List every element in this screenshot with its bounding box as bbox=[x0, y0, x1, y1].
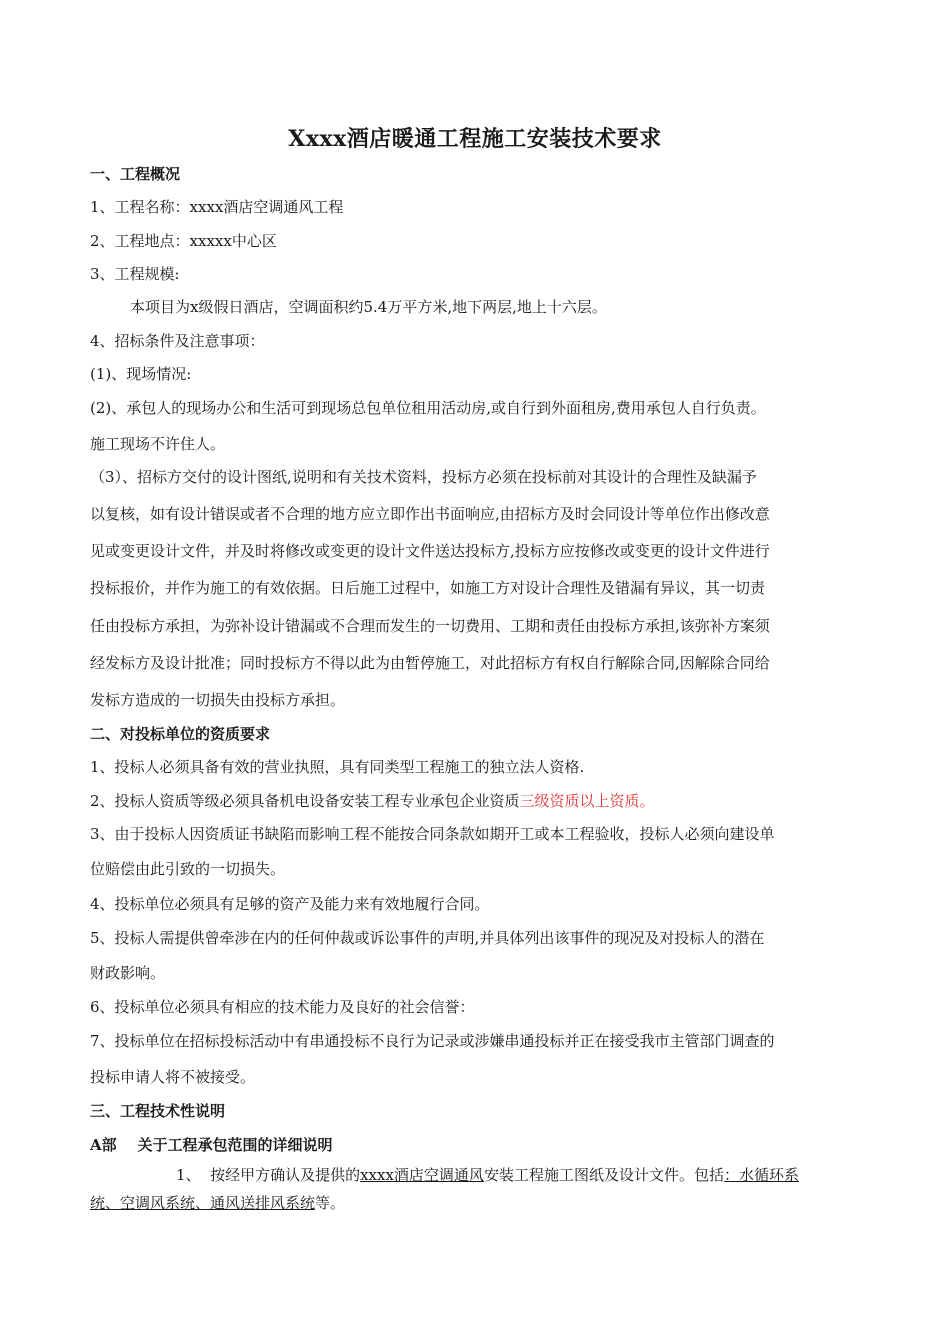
qualification-level-highlight: 三级资质以上资质。 bbox=[519, 792, 655, 810]
part-a-systems-start: ：水循环系 bbox=[723, 1166, 799, 1184]
qualification-item5-line2: 财政影响。 bbox=[90, 964, 166, 982]
part-a-item1-line1 bbox=[176, 1165, 866, 1185]
site-conditions: (1)、现场情况: bbox=[90, 365, 192, 383]
section1-heading: 一、工程概况 bbox=[90, 165, 181, 183]
design-docs-line1: （3）、招标方交付的设计图纸,说明和有关技术资料，投标方必须在投标前对其设计的合理性及缺漏予 bbox=[90, 468, 757, 486]
qualification-item1: 1、投标人必须具备有效的营业执照，具有同类型工程施工的独立法人资格. bbox=[90, 758, 585, 776]
part-a-project-name: xxxx酒店空调通风 bbox=[360, 1166, 484, 1184]
section3-heading: 三、工程技术性说明 bbox=[90, 1102, 226, 1120]
document-title: Xxxx酒店暖通工程施工安装技术要求 bbox=[288, 126, 662, 152]
part-a-item1-line2 bbox=[90, 1193, 865, 1213]
design-docs-line7: 发标方造成的一切损失由投标方承担。 bbox=[90, 691, 346, 709]
project-scale-label: 3、工程规模: bbox=[90, 265, 180, 283]
qualification-item3-line2: 位赔偿由此引致的一切损失。 bbox=[90, 860, 286, 878]
design-docs-line2: 以复核，如有设计错误或者不合理的地方应立即作出书面响应,由招标方及时会同设计等单位作出修改意 bbox=[90, 505, 770, 523]
part-a-heading: A部 关于工程承包范围的详细说明 bbox=[90, 1136, 333, 1154]
section2-heading: 二、对投标单位的资质要求 bbox=[90, 725, 271, 743]
project-location: 2、工程地点：xxxxx中心区 bbox=[90, 232, 277, 250]
part-a-systems-list: 统、空调风系统、通风送排风系统 bbox=[90, 1194, 316, 1212]
qualification-item6: 6、投标单位必须具有相应的技术能力及良好的社会信誉： bbox=[90, 998, 475, 1016]
part-a-item1-middle: 安装工程施工图纸及设计文件。包括 bbox=[483, 1166, 724, 1184]
site-office-line2: 施工现场不许住人。 bbox=[90, 435, 226, 453]
project-scale-detail: 本项目为x级假日酒店，空调面积约5.4万平方米,地下两层,地上十六层。 bbox=[130, 298, 607, 316]
qualification-item7-line1: 7、投标单位在招标投标活动中有串通投标不良行为记录或涉嫌串通投标并正在接受我市主管部门调查的 bbox=[90, 1032, 775, 1050]
qualification-item4: 4、投标单位必须具有足够的资产及能力来有效地履行合同。 bbox=[90, 895, 490, 913]
qualification-item2 bbox=[90, 791, 865, 811]
part-a-item1-suffix: 等。 bbox=[315, 1194, 346, 1212]
design-docs-line6: 经发标方及设计批准；同时投标方不得以此为由暂停施工，对此招标方有权自行解除合同,因解除合同给 bbox=[90, 654, 770, 672]
qualification-item3-line1: 3、由于投标人因资质证书缺陷而影响工程不能按合同条款如期开工或本工程验收，投标人必须向建设单 bbox=[90, 825, 775, 843]
design-docs-line5: 任由投标方承担，为弥补设计错漏或不合理而发生的一切费用、工期和责任由投标方承担,该弥补方案须 bbox=[90, 617, 770, 635]
qualification-item2-text: 2、投标人资质等级必须具备机电设备安装工程专业承包企业资质 bbox=[90, 792, 520, 810]
part-a-item1-prefix: 1、 按经甲方确认及提供的 bbox=[176, 1166, 361, 1184]
design-docs-line4: 投标报价，并作为施工的有效依据。日后施工过程中，如施工方对设计合理性及错漏有异议，其一切责 bbox=[90, 579, 766, 597]
site-office-line1: (2)、承包人的现场办公和生活可到现场总包单位租用活动房,或自行到外面租房,费用承包人自行负责。 bbox=[90, 399, 766, 417]
project-name: 1、工程名称：xxxx酒店空调通风工程 bbox=[90, 198, 344, 216]
qualification-item5-line1: 5、投标人需提供曾牵涉在内的任何仲裁或诉讼事件的声明,并具体列出该事件的现况及对投标人的潜在 bbox=[90, 929, 765, 947]
qualification-item7-line2: 投标申请人将不被接受。 bbox=[90, 1068, 256, 1086]
bid-conditions-label: 4、招标条件及注意事项： bbox=[90, 332, 265, 350]
design-docs-line3: 见或变更设计文件，并及时将修改或变更的设计文件送达投标方,投标方应按修改或变更的设计文件进行 bbox=[90, 542, 770, 560]
